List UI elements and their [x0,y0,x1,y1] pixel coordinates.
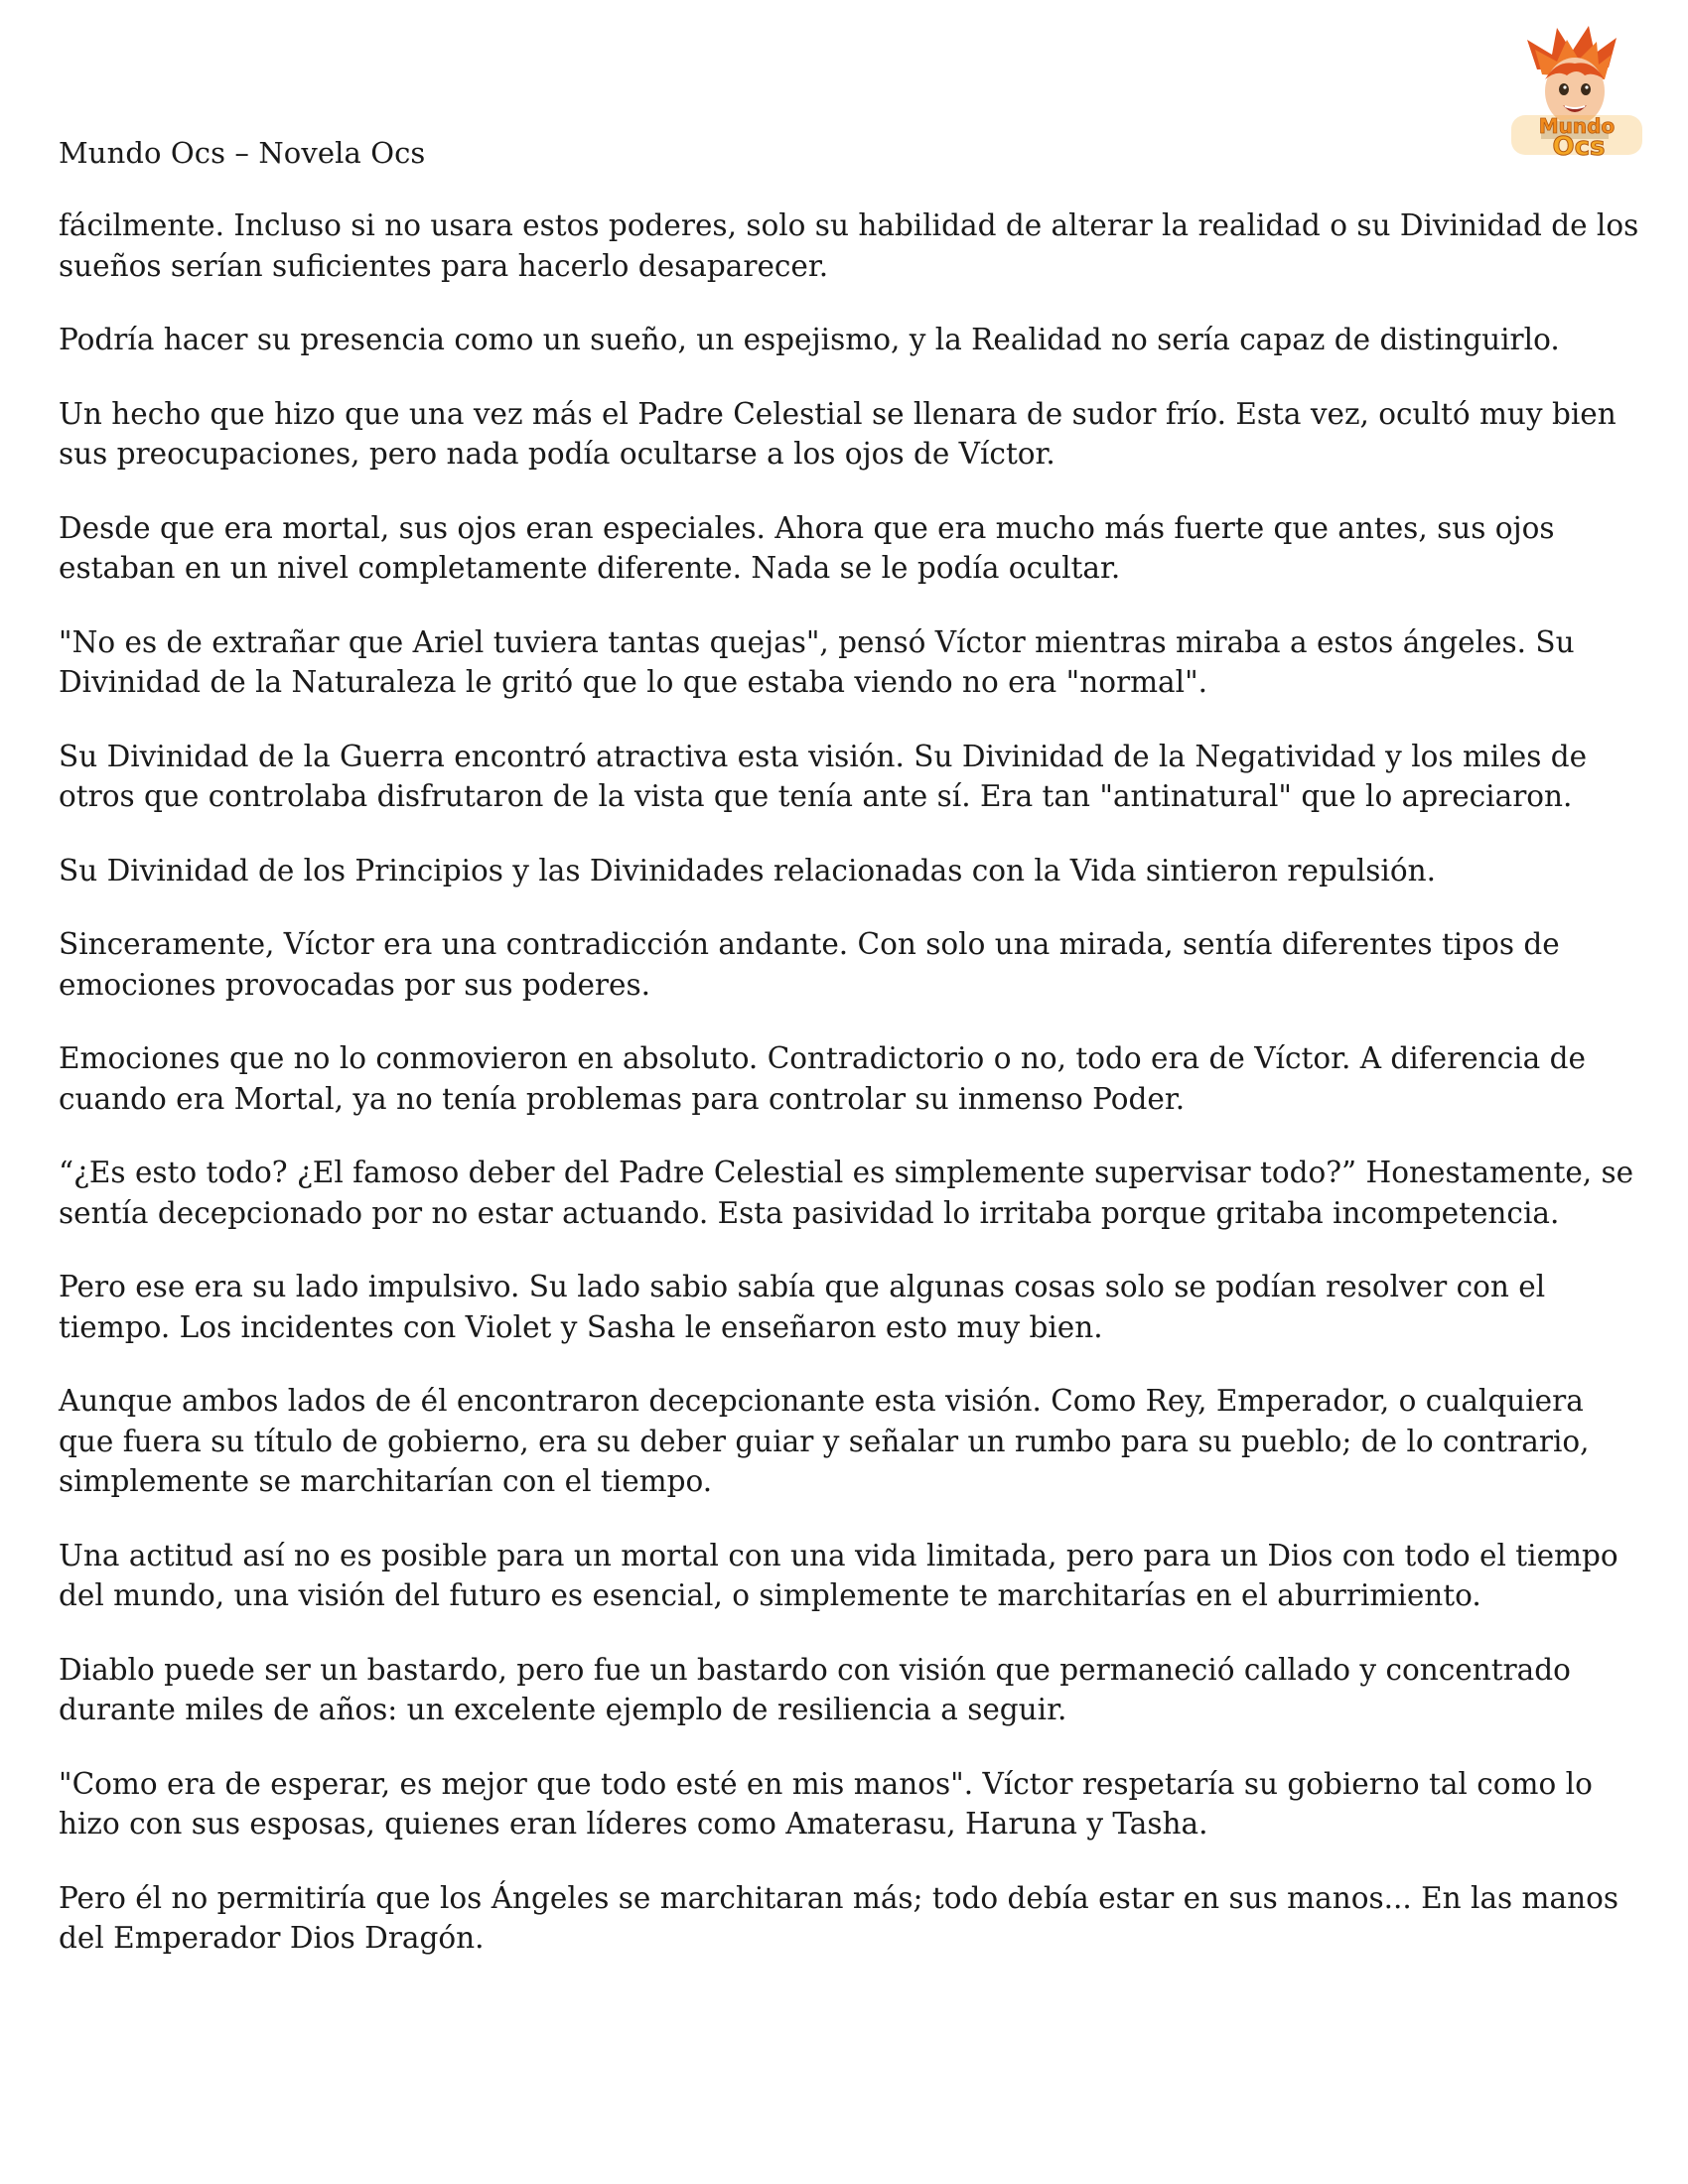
paragraph: Emociones que no lo conmovieron en absoluto. Contradictorio o no, todo era de Víctor. A diferencia de cuando era Mortal, ya no tenía problemas para controlar su inmenso Poder. [59,1041,1586,1116]
paragraph: Sinceramente, Víctor era una contradicción andante. Con solo una mirada, sentía diferentes tipos de emociones provocadas por sus poderes. [59,927,1560,1002]
logo-text-top: Mundo [1538,114,1616,138]
paragraph: "Como era de esperar, es mejor que todo esté en mis manos". Víctor respetaría su gobierno tal como lo hizo con sus esposas, quienes eran líderes como Amaterasu, Haruna y Tasha. [59,1766,1593,1841]
paragraph: fácilmente. Incluso si no usara estos poderes, solo su habilidad de alterar la realidad o su Divinidad de los sueños serían suficientes para hacerlo desaparecer. [59,208,1639,283]
page-header-title: Mundo Ocs – Novela Ocs [59,136,426,170]
paragraph: "No es de extrañar que Ariel tuviera tantas quejas", pensó Víctor mientras miraba a estos ángeles. Su Divinidad de la Naturaleza le gritó que lo que estaba viendo no era "normal". [59,624,1575,699]
paragraph: Un hecho que hizo que una vez más el Padre Celestial se llenara de sudor frío. Esta vez, ocultó muy bien sus preocupaciones, pero nada podía ocultarse a los ojos de Víctor. [59,396,1617,471]
paragraph: Diablo puede ser un bastardo, pero fue un bastardo con visión que permaneció callado y concentrado durante miles de años: un excelente ejemplo de resiliencia a seguir. [59,1652,1571,1726]
paragraph: Podría hacer su presencia como un sueño, un espejismo, y la Realidad no sería capaz de distinguirlo. [59,323,1560,356]
paragraph: Pero ese era su lado impulsivo. Su lado sabio sabía que algunas cosas solo se podían resolver con el tiempo. Los incidentes con Violet y Sasha le enseñaron esto muy bien. [59,1270,1546,1344]
paragraph: Una actitud así no es posible para un mortal con una vida limitada, pero para un Dios con todo el tiempo del mundo, una visión del futuro es esencial, o simplemente te marchitarías en el aburrimiento. [59,1538,1618,1612]
paragraph: Su Divinidad de la Guerra encontró atractiva esta visión. Su Divinidad de la Negatividad y los miles de otros que controlaba disfrutaron de la vista que tenía ante sí. Era tan "antinatural" que lo apreciaron. [59,739,1588,813]
document-body [59,205,1647,1992]
logo-text-bottom: Ocs [1552,132,1606,159]
mundo-ocs-logo [1497,20,1656,159]
paragraph: “¿Es esto todo? ¿El famoso deber del Padre Celestial es simplemente supervisar todo?” Honestamente, se sentía decepcionado por no estar actuando. Esta pasividad lo irritaba porque gritaba incompetencia. [59,1156,1634,1230]
paragraph: Su Divinidad de los Principios y las Divinidades relacionadas con la Vida sintieron repulsión. [59,853,1436,887]
paragraph: Aunque ambos lados de él encontraron decepcionante esta visión. Como Rey, Emperador, o cualquiera que fuera su título de gobierno, era su deber guiar y señalar un rumbo para su pueblo; de lo contrario, simplemente se marchitarían con el tiempo. [59,1384,1590,1498]
paragraph: Pero él no permitiría que los Ángeles se marchitaran más; todo debía estar en sus manos... En las manos del Emperador Dios Dragón. [59,1880,1619,1955]
paragraph: Desde que era mortal, sus ojos eran especiales. Ahora que era mucho más fuerte que antes, sus ojos estaban en un nivel completamente diferente. Nada se le podía ocultar. [59,510,1555,585]
